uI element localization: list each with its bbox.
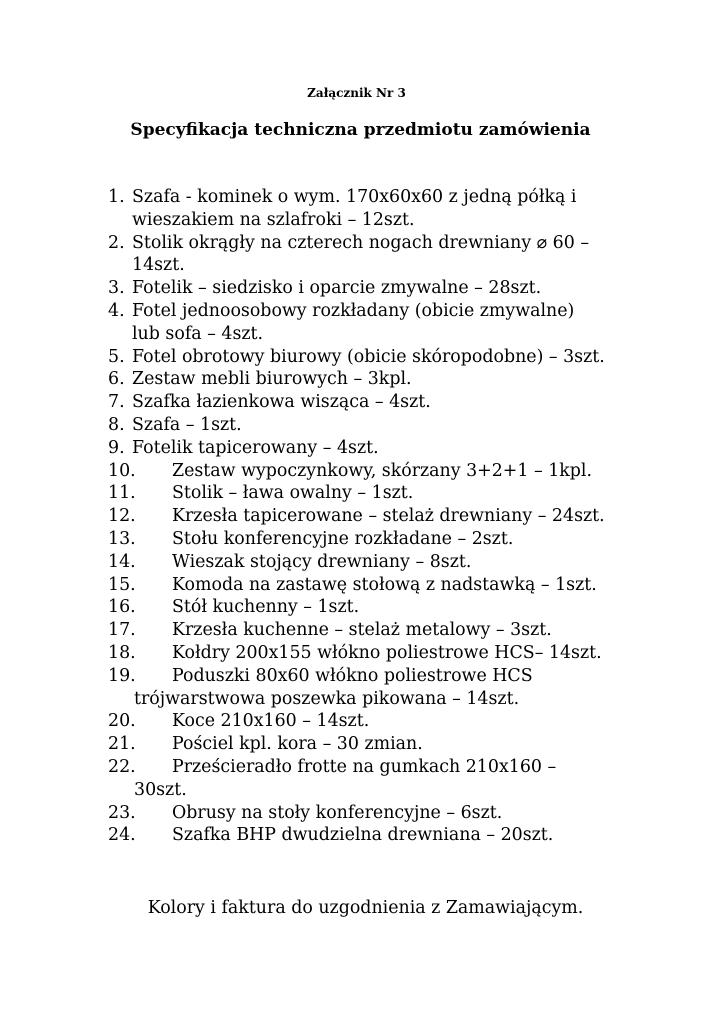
list-item-text: Szafa - kominek o wym. 170x60x60 z jedną półką i xyxy=(132,187,577,207)
list-item-text: Stołu konferencyjne rozkładane – 2szt. xyxy=(172,528,514,549)
list-item-number: 7. xyxy=(108,392,125,413)
list-item-line xyxy=(108,482,668,505)
list-item-line xyxy=(108,346,668,369)
list-item xyxy=(108,186,668,232)
list-item-number: 3. xyxy=(108,278,125,299)
list-item-number: 16. xyxy=(108,597,136,618)
list-item-number: 17. xyxy=(108,620,136,641)
list-item-line xyxy=(108,574,668,597)
list-item-text: Stół kuchenny – 1szt. xyxy=(172,597,360,618)
list-item xyxy=(108,619,668,642)
list-item-number: 23. xyxy=(108,802,136,823)
list-item xyxy=(108,232,668,278)
list-item-number: 10. xyxy=(108,460,136,481)
list-item-number: 13. xyxy=(108,528,136,549)
list-item-number: 11. xyxy=(108,483,136,504)
list-item-text: Zestaw wypoczynkowy, skórzany 3+2+1 – 1kpl. xyxy=(172,460,593,481)
list-item-number: 24. xyxy=(108,825,136,846)
list-item-text: Obrusy na stoły konferencyjne – 6szt. xyxy=(172,802,503,823)
list-item xyxy=(108,596,668,619)
list-item-number: 6. xyxy=(108,369,125,390)
list-item-number: 19. xyxy=(108,665,136,686)
list-item xyxy=(108,391,668,414)
list-item-text: Fotel jednoosobowy rozkładany (obicie zmywalne) xyxy=(132,300,575,321)
list-item xyxy=(108,437,668,460)
list-item xyxy=(108,733,668,756)
document-title xyxy=(0,120,725,140)
list-item-line xyxy=(108,232,668,255)
attachment-label-text: Załącznik Nr 3 xyxy=(307,86,406,100)
list-item-continuation: 30szt. xyxy=(134,779,187,800)
list-item-number: 12. xyxy=(108,506,136,527)
list-item xyxy=(108,414,668,437)
list-item-number: 20. xyxy=(108,711,136,732)
list-item-line xyxy=(108,391,668,414)
list-item-line xyxy=(108,824,668,847)
list-item-line xyxy=(108,414,668,437)
list-item-number: 21. xyxy=(108,734,136,755)
list-item-line xyxy=(108,665,668,688)
list-item-line xyxy=(108,802,668,825)
list-item-text: Krzesła kuchenne – stelaż metalowy – 3szt. xyxy=(172,620,552,641)
list-item xyxy=(108,710,668,733)
list-item-number: 5. xyxy=(108,346,125,367)
list-item-line xyxy=(108,300,668,323)
list-item-line xyxy=(108,619,668,642)
list-item-line xyxy=(108,756,668,779)
attachment-label xyxy=(0,86,725,100)
list-item xyxy=(108,642,668,665)
list-item-continuation: lub sofa – 4szt. xyxy=(132,323,264,344)
list-item-text: Fotelik tapicerowany – 4szt. xyxy=(132,437,379,458)
list-item-text: Fotelik – siedzisko i oparcie zmywalne – 28szt. xyxy=(132,278,542,299)
list-item-text: Krzesła tapicerowane – stelaż drewniany – 24szt. xyxy=(172,506,605,527)
list-item-text: Kołdry 200x155 włókno poliestrowe HCS– 14szt. xyxy=(172,642,602,663)
list-item xyxy=(108,460,668,483)
list-item xyxy=(108,528,668,551)
list-item xyxy=(108,802,668,825)
list-item-number: 2. xyxy=(108,232,125,253)
list-item xyxy=(108,551,668,574)
list-item-text: Stolik okrągły na czterech nogach drewniany ⌀ 60 – xyxy=(132,232,590,253)
list-item-number: 14. xyxy=(108,551,136,572)
list-item xyxy=(108,824,668,847)
list-item xyxy=(108,482,668,505)
list-item-number: 22. xyxy=(108,756,136,777)
list-item-line xyxy=(108,733,668,756)
list-item-line xyxy=(108,437,668,460)
list-item xyxy=(108,665,668,711)
list-item-text: Szafka BHP dwudzielna drewniana – 20szt. xyxy=(172,825,554,846)
footer-note xyxy=(0,898,725,918)
list-item-number: 8. xyxy=(108,414,125,435)
list-item-text: Wieszak stojący drewniany – 8szt. xyxy=(172,551,472,572)
footer-note-text: Kolory i faktura do uzgodnienia z Zamawiającym. xyxy=(147,898,584,918)
list-item-line xyxy=(108,551,668,574)
list-item-text: Poduszki 80x60 włókno poliestrowe HCS xyxy=(172,665,533,686)
list-item-text: Zestaw mebli biurowych – 3kpl. xyxy=(132,369,412,390)
list-item-text: Komoda na zastawę stołową z nadstawką – 1szt. xyxy=(172,574,597,595)
list-item-number: 15. xyxy=(108,574,136,595)
list-item-line xyxy=(108,710,668,733)
list-item-text: Stolik – ława owalny – 1szt. xyxy=(172,483,414,504)
list-item xyxy=(108,505,668,528)
list-item-line xyxy=(108,277,668,300)
list-item-line xyxy=(108,528,668,551)
list-item-continuation: trójwarstwowa poszewka pikowana – 14szt. xyxy=(134,688,520,709)
list-item-number: 1. xyxy=(108,187,125,207)
list-item-line xyxy=(108,186,668,209)
list-item-number: 4. xyxy=(108,300,125,321)
list-item-number: 9. xyxy=(108,437,125,458)
list-item-line xyxy=(108,368,668,391)
list-item-number: 18. xyxy=(108,642,136,663)
list-item xyxy=(108,574,668,597)
list-item-text: Pościel kpl. kora – 30 zmian. xyxy=(172,734,423,755)
list-item-text: Fotel obrotowy biurowy (obicie skóropodobne) – 3szt. xyxy=(132,346,605,367)
document-title-text: Specyfikacja techniczna przedmiotu zamówienia xyxy=(130,120,591,140)
list-item xyxy=(108,368,668,391)
list-item-line xyxy=(108,596,668,619)
specification-list xyxy=(108,186,668,847)
list-item xyxy=(108,277,668,300)
list-item-continuation: 14szt. xyxy=(132,255,185,276)
list-item-text: Szafa – 1szt. xyxy=(132,414,242,435)
list-item-line xyxy=(108,460,668,483)
list-item xyxy=(108,300,668,346)
list-item-text: Szafka łazienkowa wisząca – 4szt. xyxy=(132,392,431,413)
list-item-line xyxy=(108,505,668,528)
list-item xyxy=(108,756,668,802)
list-item-text: Koce 210x160 – 14szt. xyxy=(172,711,370,732)
list-item xyxy=(108,346,668,369)
list-item-text: Prześcieradło frotte na gumkach 210x160 – xyxy=(172,756,557,777)
list-item-continuation: wieszakiem na szlafroki – 12szt. xyxy=(132,209,415,230)
list-item-line xyxy=(108,642,668,665)
